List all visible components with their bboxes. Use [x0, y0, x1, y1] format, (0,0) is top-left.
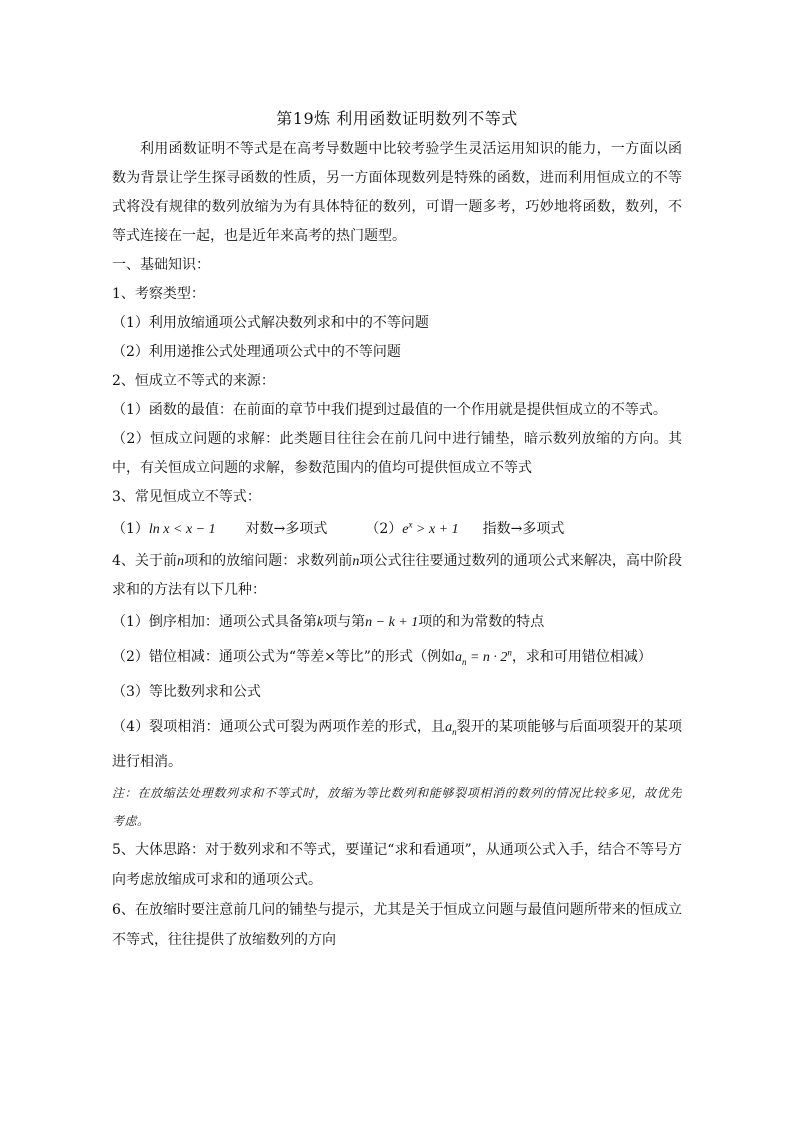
s2-item-2: （2）恒成立问题的求解：此类题目往往会在前几问中进行铺垫，暗示数列放缩的方向。其中，有关恒成立问题的求解，参数范围内的值均可提供恒成立不等式 [112, 431, 682, 476]
s3-inequalities [112, 512, 682, 547]
s3-label-1: （1） [112, 521, 149, 537]
s2-heading: 2、恒成立不等式的来源： [112, 373, 275, 389]
document-body [112, 104, 682, 955]
s1-item-1: （1）利用放缩通项公式解决数列求和中的不等问题 [112, 315, 429, 331]
s2-item-1: （1）函数的最值：在前面的章节中我们提到过最值的一个作用就是提供恒成立的不等式。 [112, 402, 667, 418]
ineq-exp-desc: 指数→多项式 [482, 521, 565, 537]
s4-item-3: （3）等比数列求和公式 [112, 684, 261, 700]
s3-heading: 3、常见恒成立不等式： [112, 489, 261, 505]
s4-item-1: （1）倒序相加：通项公式具备第k项与第n − k + 1项的和为常数的特点 [112, 614, 545, 630]
s4-item-2: （2）错位相减：通项公式为“等差×等比”的形式（例如$a_n = n \cdot 2^n$，求和可用错位相减） [112, 647, 652, 667]
s6-paragraph: 6、在放缩时要注意前几问的铺垫与提示，尤其是关于恒成立问题与最值问题所带来的恒成立不等式，往往提供了放缩数列的方向 [112, 902, 682, 948]
intro-paragraph: 利用函数证明不等式是在高考导数题中比较考验学生灵活运用知识的能力，一方面以函数为背景让学生探寻函数的性质，另一方面体现数列是特殊的函数，进而利用恒成立的不等式将没有规律的数列放缩为为有具体特征的数列，可谓一题多考，巧妙地将函数，数列，不等式连接在一起，也是近年来高考的热门题型。 [112, 141, 682, 244]
s4-heading: 4、关于前n项和的放缩问题：求数列前n项公式往往要通过数列的通项公式来解决，高中阶段求和的方法有以下几种： [112, 553, 682, 598]
ineq-exp: $e^x > x + 1$ [402, 519, 459, 537]
s1-item-2: （2）利用递推公式处理通项公式中的不等问题 [112, 344, 401, 360]
s5-paragraph: 5、大体思路：对于数列求和不等式，要谨记“求和看通项”，从通项公式入手，结合不等号方向考虑放缩成可求和的通项公式。 [112, 842, 682, 888]
s4-item-4: （4）裂项相消：通项公式可裂为两项作差的形式，且$a_n$裂开的某项能够与后面项裂开的某项进行相消。 [112, 719, 682, 770]
formula-an: $a_n = n \cdot 2^n$ [454, 647, 512, 667]
section-heading-basics: 一、基础知识： [112, 257, 210, 273]
s3-label-2: （2） [365, 521, 403, 537]
note-paragraph: 注：在放缩法处理数列求和不等式时，放缩为等比数列和能够裂项相消的数列的情况比较多见，故优先考虑。 [112, 786, 682, 828]
page-title: 第19炼 利用函数证明数列不等式 [276, 109, 518, 128]
s1-heading: 1、考察类型： [112, 286, 205, 302]
ineq-log-desc: 对数→多项式 [245, 521, 328, 537]
ineq-log: ln x < x − 1 [148, 522, 216, 537]
